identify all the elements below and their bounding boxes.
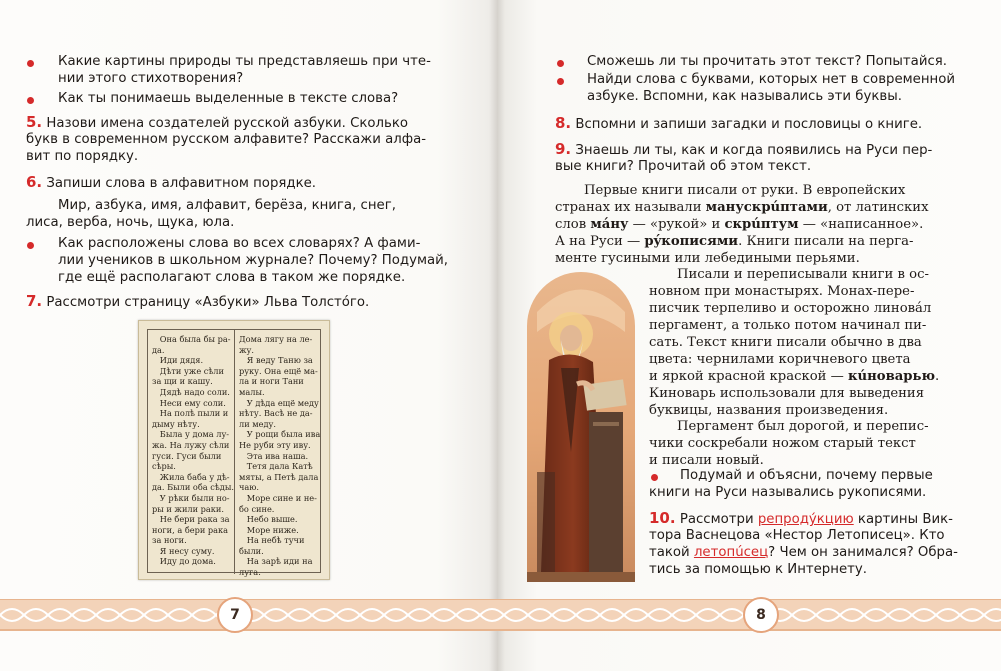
question-text: Какие картины природы ты представляешь при чте- [58,54,431,69]
passage-line [649,368,939,385]
task-7 [26,293,369,311]
page-number-left: 7 [217,597,253,633]
task-text: букв в современном русском алфавите? Расскажи алфа- [26,132,427,147]
question-text: Сможешь ли ты прочитать этот текст? Попытайся. [587,54,947,69]
task-text: ? Чем он занимался? Обра- [768,545,958,560]
question-text: азбуке. Вспомни, как назывались эти буквы. [587,89,902,104]
task-text [649,544,958,561]
task-5 [26,114,408,132]
bullet-marker [27,97,34,104]
question-text: нии этого стихотворения? [58,71,244,86]
task-text: картины Вик- [853,512,953,527]
task-number: 6. [26,173,43,191]
passage-fragment: . Книги писали на перга- [738,234,914,249]
passage-fragment: — «рукой» и [628,217,725,232]
task-number: 9. [555,140,572,158]
passage-fragment: и яркой красной краской — [649,369,849,384]
word-list: Мир, азбука, имя, алфавит, берёза, книга, снег, [58,198,396,213]
primer-frame [147,329,321,578]
passage-line: цвета: чернилами коричневого цвета [649,352,911,367]
ornament-band [0,600,1001,630]
task-text: тись за помощью к Интернету. [649,562,867,577]
ornament-pattern [0,600,1001,630]
bullet-marker [557,60,564,67]
passage-fragment: , от латинских [827,200,929,215]
task-10 [649,510,953,528]
book-gutter [489,0,505,671]
ornament-border [0,629,1001,631]
task-text: Вспомни и запиши загадки и пословицы о книге. [575,117,923,132]
task-9 [555,141,932,159]
bullet-marker [27,242,34,249]
bullet-marker [651,474,658,481]
task-number: 8. [555,114,572,132]
question-text: Подумай и объясни, почему первые [680,468,933,483]
passage-fragment: слов [555,217,591,232]
passage-line: Пергамент был дорогой, и перепис- [677,419,929,434]
passage-line: новном при монастырях. Монах-пере- [649,284,915,299]
passage-fragment: . [935,369,940,384]
nestor-chronicler-painting [527,272,635,582]
passage-line: чики соскребали ножом старый текст [649,436,916,451]
passage-line [555,233,913,250]
question-text: лии учеников в школьном журнале? Почему? Подумай, [58,253,448,268]
task-text: вит по порядку. [26,149,139,164]
task-number: 7. [26,292,43,310]
term-bold: скрúптум [724,217,799,232]
passage-line: пергамент, а только потом начинал пи- [649,318,927,333]
painting-illustration [527,272,635,582]
primer-page-image [138,320,330,580]
bullet-marker [27,60,34,67]
task-text: такой [649,545,694,560]
passage-fragment: странах их называли [555,200,706,215]
task-text: вые книги? Прочитай об этом текст. [555,159,812,174]
term-bold: мáну [590,217,629,232]
task-text: Рассмотри [679,512,758,527]
passage-fragment: — «написанное». [798,217,924,232]
question-text: книги на Руси назывались рукописями. [649,485,927,500]
task-text: тора Васнецова «Нестор Летописец». Кто [649,528,945,543]
question-text: Как расположены слова во всех словарях? А фами- [58,236,421,251]
passage-line: Писали и переписывали книги в ос- [677,267,929,282]
term-bold: манускрúптами [705,200,828,215]
task-text: Знаешь ли ты, как и когда появились на Руси пер- [575,143,933,158]
passage-fragment: А на Руси — [555,234,645,249]
passage-line [555,216,923,233]
primer-right-column: Дома лягу на ле- жу. Я веду Таню за руку. Она ещё ма- ла и ноги Тани малы. У дѣда ещё меду нѣту. Васѣ не да- ли меду. У рощи была ива Не руби эту иву. Эта ива наша. Тетя дала Катѣ мяты, а Петѣ дала чаю. Море сине и не- бо сине. Небо выше. Море ниже. На небѣ тучи были. На зарѣ иди на луга. [239,334,321,578]
task-number: 10. [649,509,676,527]
page-footer-ornament [0,592,1001,648]
passage-line: буквицы, названия произведения. [649,403,889,418]
word-list: лиса, верба, ночь, щука, юла. [26,215,235,230]
passage-line: и писали новый. [649,453,764,468]
page-number-right: 8 [743,597,779,633]
passage-line [555,199,929,216]
question-text: Найди слова с буквами, которых нет в современной [587,72,956,87]
question-text: где ещё располагают слова в таком же порядке. [58,270,406,285]
bullet-marker [557,78,564,85]
passage-line: менте гусиными или лебедиными перьями. [555,251,860,266]
task-text: Назови имена создателей русской азбуки. Сколько [46,116,409,131]
glossary-link[interactable]: репродýкцию [757,512,854,527]
task-8 [555,115,922,133]
glossary-link[interactable]: летопúсец [693,545,769,560]
term-bold: кúноварью [848,369,935,384]
passage-line: сать. Текст книги писали обычно в два [649,335,922,350]
primer-left-column: Она была бы ра- да. Иди дядя. Дѣти уже сѣли за щи и кашу. Дядѣ надо соли. Неси ему соли. На полѣ пыли и дыму нѣту. Была у дома лу- жа. На лужу сѣли гуси. Гуси были сѣры. Жила баба у дѣ- да. Были оба сѣды. У рѣки были но- ры и жили раки. Не бери рака за ноги, а бери рака за ноги. Я несу суму. Иду до дома. [152,334,234,567]
passage-line: Киноварь использовали для выведения [649,386,925,401]
task-number: 5. [26,113,43,131]
task-text: Запиши слова в алфавитном порядке. [46,176,317,191]
primer-column-divider [234,330,235,574]
passage-line: писчик терпеливо и осторожно линовáл [649,301,932,316]
passage-line: Первые книги писали от руки. В европейских [584,183,906,198]
term-bold: рýкописями [644,234,739,249]
task-6 [26,174,316,192]
task-text: Рассмотри страницу «Азбуки» Льва Толстóго. [46,295,370,310]
question-text: Как ты понимаешь выделенные в тексте слова? [58,91,399,106]
